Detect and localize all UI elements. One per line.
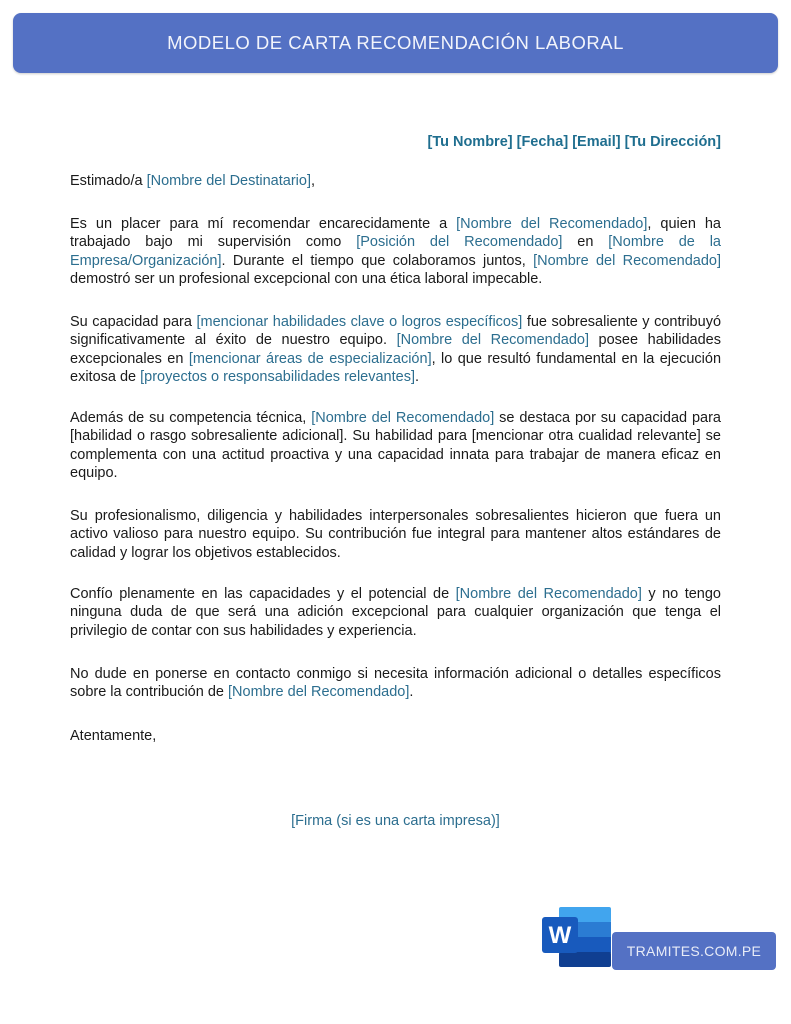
- brand-badge-label: TRAMITES.COM.PE: [626, 943, 762, 959]
- greeting: Estimado/a [Nombre del Destinatario],: [70, 173, 316, 189]
- title-banner: [13, 13, 778, 73]
- document-title: MODELO DE CARTA RECOMENDACIÓN LABORAL: [167, 32, 624, 53]
- paragraph-1: Es un placer para mí recomendar encarecidamente a [Nombre del Recomendado], quien ha trabajado bajo mi supervisión como [Posición del Recomendado] en [Nombre de la Empresa/Organización]. Durante el tiempo que colaboramos juntos, [Nombre del Recomendado] demostró ser un profesional excepcional con una ética laboral impecable.: [70, 216, 721, 288]
- svg-text:W: W: [548, 922, 572, 949]
- brand-badge[interactable]: [612, 932, 776, 970]
- closing: Atentamente,: [70, 728, 157, 744]
- sender-placeholders: [Tu Nombre] [Fecha] [Email] [Tu Dirección]: [427, 134, 721, 150]
- microsoft-word-icon: [541, 905, 613, 969]
- paragraph-4: Su profesionalismo, diligencia y habilidades interpersonales sobresalientes hicieron que fuera un activo valioso para nuestro equipo. Su contribución fue integral para mantener altos estándares de calidad y lograr los objetivos establecidos.: [70, 508, 721, 561]
- signature-placeholder: [Firma (si es una carta impresa)]: [291, 813, 500, 829]
- paragraph-6: No dude en ponerse en contacto conmigo si necesita información adicional o detalles específicos sobre la contribución de [Nombre del Recomendado].: [70, 666, 721, 701]
- recipient-placeholder: [Nombre del Destinatario]: [146, 173, 311, 189]
- paragraph-5: Confío plenamente en las capacidades y el potencial de [Nombre del Recomendado] y no tengo ninguna duda de que será una adición excepcional para cualquier organización que tenga el privilegio de contar con sus habilidades y experiencia.: [70, 586, 721, 639]
- paragraph-3: Además de su competencia técnica, [Nombre del Recomendado] se destaca por su capacidad para [habilidad o rasgo sobresaliente adicional]. Su habilidad para [mencionar otra cualidad relevante] se complementa con una actitud proactiva y una capacidad innata para trabajar de manera eficaz en equipo.: [70, 410, 721, 482]
- paragraph-2: Su capacidad para [mencionar habilidades clave o logros específicos] fue sobresaliente y contribuyó significativamente al éxito de nuestro equipo. [Nombre del Recomendado] posee habilidades excepcionales en [mencionar áreas de especialización], lo que resultó fundamental en la ejecución exitosa de [proyectos o responsabilidades relevantes].: [70, 314, 722, 386]
